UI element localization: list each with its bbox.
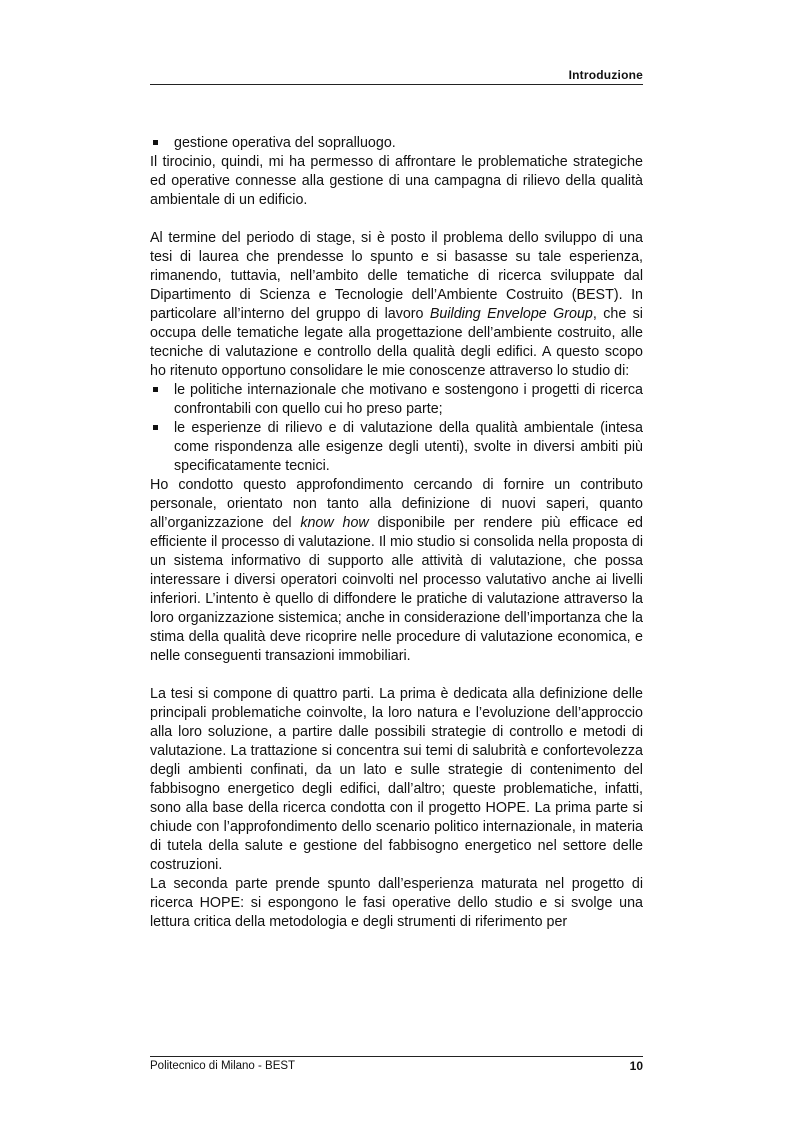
intro-bullet-list <box>150 134 643 153</box>
footer-rule <box>150 1056 643 1057</box>
study-bullet-list <box>150 381 643 476</box>
list-item: gestione operativa del sopralluogo. <box>150 134 643 153</box>
paragraph-3-text-a: Ho condotto questo approfondimento cercando di fornire un contributo personale, orientato non tanto alla definizione di nuovi saperi, quanto all’organizzazione del <box>150 477 643 531</box>
list-item: le politiche internazionale che motivano e sostengono i progetti di ricerca confrontabili con quello cui ho preso parte; <box>150 381 643 419</box>
paragraph-3 <box>150 476 643 666</box>
header-rule <box>150 84 643 85</box>
body-text <box>150 134 643 932</box>
list-item: le esperienze di rilievo e di valutazione della qualità ambientale (intesa come rispondenza alle esigenze degli utenti), svolte in diversi ambiti più specificatamente tecnici. <box>150 419 643 476</box>
running-header: Introduzione <box>568 68 643 82</box>
paragraph-2-emphasis: Building Envelope Group <box>429 306 593 322</box>
paragraph-2-text-a: Al termine del periodo di stage, si è posto il problema dello sviluppo di una tesi di laurea che prendesse lo spunto e si basasse su tale esperienza, rimanendo, tuttavia, nell’ambito delle tematiche di ricerca sviluppate dal Dipartimento di Scienza e Tecnologie dell’Ambiente Costruito (BEST). In particolare all’interno del gruppo di lavoro <box>150 230 643 322</box>
paragraph-3-text-b: disponibile per rendere più efficace ed efficiente il processo di valutazione. Il mio studio si consolida nella proposta di un sistema informativo di supporto alle attività di valutazione, che possa interessare i diversi operatori coinvolti nel processo valutativo anche ai livelli inferiori. L’intento è quello di diffondere le pratiche di valutazione attraverso la loro organizzazione sistemica; anche in considerazione dell’importanza che la stima della qualità deve ricoprire nelle procedure di valutazione economica, e nelle conseguenti transazioni immobiliari. <box>150 515 643 664</box>
paragraph-3-emphasis: know how <box>300 515 369 531</box>
paragraph-5: La seconda parte prende spunto dall’esperienza maturata nel progetto di ricerca HOPE: si espongono le fasi operative dello studio e si svolge una lettura critica della metodologia e degli strumenti di riferimento per <box>150 876 643 930</box>
paragraph-2-text-b: , che si occupa delle tematiche legate alla progettazione dell’ambiente costruito, alle tecniche di valutazione e controllo della qualità degli edifici. A questo scopo ho ritenuto opportuno consolidare le mie conoscenze attraverso lo studio di: <box>150 306 643 379</box>
paragraph-2 <box>150 229 643 381</box>
page-number: 10 <box>629 1059 643 1073</box>
paragraph-1: Il tirocinio, quindi, mi ha permesso di affrontare le problematiche strategiche ed operative connesse alla gestione di una campagna di rilievo della qualità ambientale di un edificio. <box>150 154 643 208</box>
paragraph-4: La tesi si compone di quattro parti. La prima è dedicata alla definizione delle principali problematiche coinvolte, la loro natura e l’evoluzione dell’approccio alla loro soluzione, a partire dalle possibili strategie di controllo e metodi di valutazione. La trattazione si concentra sui temi di salubrità e confortevolezza degli ambienti confinati, da un lato e sulle strategie di contenimento del fabbisogno energetico degli edifici, dall’altro; queste problematiche, infatti, sono alla base della ricerca condotta con il progetto HOPE. La prima parte si chiude con l’approfondimento dello scenario politico internazionale, in materia di tutela della salute e gestione del fabbisogno energetico nel settore delle costruzioni. <box>150 686 643 873</box>
footer-institution: Politecnico di Milano - BEST <box>150 1060 296 1072</box>
